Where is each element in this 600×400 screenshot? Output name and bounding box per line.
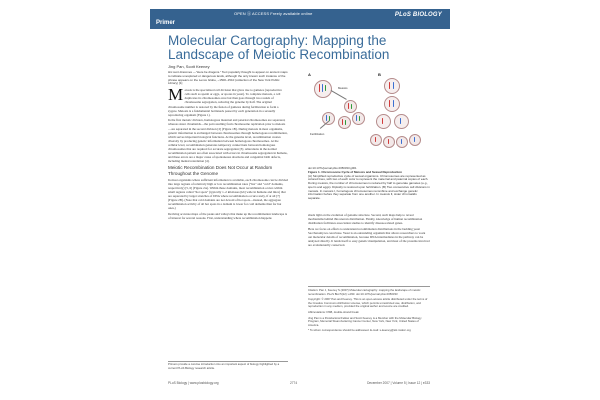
correspondence: * To whom correspondence should be addressed. E-mail: s-keeney@ski.mskcc.org [308,328,411,333]
chromosome-blue [393,82,394,89]
meiosis-cell [394,114,409,129]
caption-title: Figure 1. Chromosome Cycle of Meiosis and Sexual Reproduction [308,170,403,174]
chromosome-green [351,104,352,109]
gamete-cell [338,116,351,129]
chromosome-green [345,120,346,125]
chromosome-red [319,84,320,92]
article-title: Molecular Cartography: Mapping the Landscape of Meiotic Recombination [168,33,390,62]
arrow [331,90,347,100]
gamete-cell [352,112,365,125]
intro-text: eiosis is the specialized cell division that gives rise to gametes (reproductive cells such as sperm or eggs, or spores in yeast). To complete meiosis, a cell duplicates its chromosomes once but then goes through two rounds of chromosome segregation, reducing the genome by half. The original chromosome number is restored by the fusion of gametes during fertilization to form a zygote. Meiosis is a fundamental bottleneck passed by each generation in a sexually reproducing organism (Figure 1). [168,88,282,117]
body-paragraph: sheds light on the evolution of genome structure. Second, such maps help to reveal mechanisms behind this uneven distribution. Finally, knowledge of human recombination distribution facilitates association studies to identify disease-related genes. [308,213,423,226]
body-paragraph: Deriving accurate maps of the peaks and valleys that make up the recombination landscape is of interest for several reasons. First, understanding where recombination happens [168,211,288,221]
chromosome-red [375,137,376,142]
figure-caption [308,171,430,201]
intro-paragraph [168,85,288,117]
meiosis-label: Meiosis [338,86,348,90]
chromosome-blue [326,115,327,121]
chromosome-blue [356,115,357,121]
abbreviations: Abbreviations: DSB, double-strand break [308,309,359,314]
epigraph: Hic sunt dracones —"Here be dragons." Text popularly thought to appear on ancient maps to indicate unexplored or dangerous lands, although the only known such instance of the phrase appears on the Lenox Globe, ~1500–1510 (collection of the New York Public Library) [1] [168,70,288,86]
body-paragraph: Here we focus on efforts to understand recombination distributions in the budding yeast Saccharomyces cerevisiae. Yeast is an outstanding organism that allows researchers to work out molecular details of recombination, because DNA intermediates in the pathway can be analyzed directly. It lends itself to easy genetic manipulation, and most of the proteins involved are evolutionarily conserved. [308,226,430,248]
caption-body: (A) Simplified reproductive cycle of sexual organisms. Chromosomes are represented as colored lines, with two of each color to represent the maternal and paternal copies of each. During meiosis, the number of chromosomes is reduced by half to generate gametes (e.g., sperm and eggs). Diploidy is restored upon fertilization. (B) Two consecutive cell divisions in meiosis. In meiosis I, homologous chromosomes recombine and exchange genetic information before they separate from one another. In meiosis II, sister chromatids separate. [308,173,430,200]
body-paragraph: In the first meiotic division, homologous maternal and paternal chromosomes are separated, whereas sister chromatids—the pair resulting from chromosome replication prior to meiosis—are separated in the second division [2] (Figure 1B). During meiosis in most organisms, genetic information is exchanged between chromosomes through homologous recombination, which serves important biological functions. At the genome level, recombination creates diversity by producing genetic information between homologous chromosomes. At the cellular level, recombination generates temporary connections between homologous chromosomes that are required for accurate segregation [3]. Alterations in the normal recombination pattern are often associated with errors in chromosome segregation in humans, and these errors are a major cause of spontaneous abortions and congenital birth defects, including mental retardation [4]. [168,118,288,164]
chromosome-red [389,82,390,89]
spore-cell [370,134,382,146]
chromosome-blue [393,100,394,107]
chromosome-blue [400,118,401,124]
figure-doi: doi:10.1371/journal.pbio.0050333.g001 [308,166,357,170]
chromosome-green [359,116,360,121]
body-paragraph: In most organisms where sufficient information is available, each chromosome can be divided into large regions of relatively high or low recombination rates ("hot" and "cold" domains, respectively) [5, 6] (Figure 2A). Within these domains, most recombination occurs within small regions called "hot spots" (typically 1–2 kilobases [kb] wide in humans and mice) that are separated by larger stretches of DNA where recombination occurs rarely, if at all [7] (Figure 2B). (Note that cold domains are not devoid of hot spots—instead, the aggregate recombination activity of all hot spots in a domain is lower for cold domains than for hot ones.) [168,177,288,211]
footer-journal: PLoS Biology | www.plosbiology.org [168,381,219,385]
diploid-cell [314,80,332,98]
article-page [150,0,450,400]
affiliation: Jing Pan is a Postdoctoral Fellow and Scott Keeney is a Member with the Molecular Biology Program, Memorial Sloan-Kettering Cancer Center, New York, New York, United States of America. [308,315,422,327]
chromosome-red [389,100,390,107]
figure-1 [308,72,430,162]
section-heading: Meiotic Recombination Does Not Occur at Random Throughout the Genome [168,165,273,176]
drop-cap: M [168,85,184,105]
footnotes [308,289,430,333]
chromosome-blue [401,139,402,144]
primer-note: Primers provide a concise introduction into an important aspect of biology highlighted by a current PLoS Biology research article. [168,362,280,370]
panel-b-label: B [378,72,381,77]
journal-logo: PLoS BIOLOGY [394,12,442,18]
fertilization-label: Fertilization [310,132,325,136]
spore-cell [396,136,408,148]
footer-page-number: 2774 [290,381,298,385]
chromosome-green [325,85,326,91]
citation: Citation: Pan J, Keeney S (2007) Molecular cartography: mapping the landscape of meiotic recombination. PLoS Biol 5(12): e333. doi:10.1371/journal.pbio.0050333 [308,288,421,296]
open-access-banner: OPEN Ⓐ ACCESS Freely available online [234,11,313,16]
article-authors: Jing Pan, Scott Keeney [168,64,210,69]
spore-cell [383,136,395,148]
chromosome-red [342,119,343,125]
right-column [308,213,430,249]
gamete-cell [344,100,357,113]
panel-a-label: A [308,72,311,77]
divider [308,286,430,287]
section-label: Primer [156,20,176,26]
chromosome-red [382,118,383,124]
journal-header [150,9,450,29]
spore-cell [409,134,421,146]
footer-issue: December 2007 | Volume 5 | Issue 12 | e333 [367,381,430,385]
chromosome-red [348,103,349,109]
copyright: Copyright: © 2007 Pan and Keeney. This is an open-access article distributed under the terms of the Creative Commons Attribution License, which permits unrestricted use, distribution, and reproduction in any medium, provided the original author and source are credited. [308,297,428,309]
chromosome-blue [322,84,323,92]
chromosome-red [388,139,389,144]
left-column [168,71,288,222]
meiosis-cell [384,78,400,94]
meiosis-cell [376,114,391,129]
chromosome-blue [414,137,415,142]
meiosis-cell [384,96,400,112]
